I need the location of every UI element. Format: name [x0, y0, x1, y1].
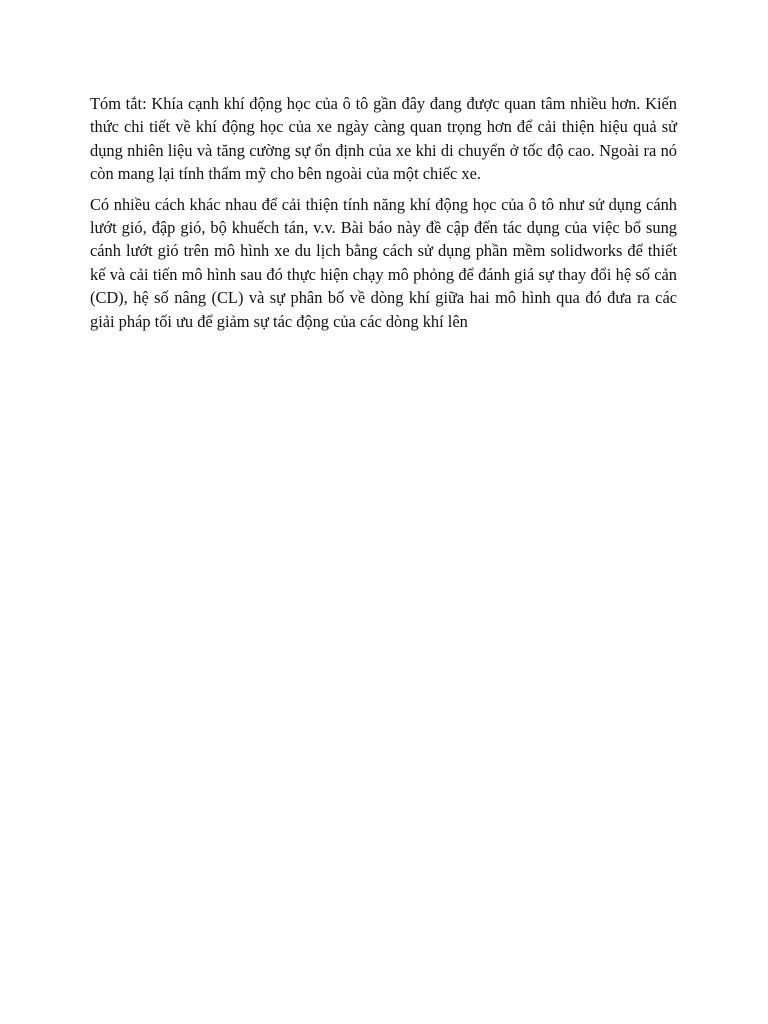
body-paragraph: Có nhiều cách khác nhau để cải thiện tính năng khí động học của ô tô như sử dụng cánh lướt gió, đập gió, bộ khuếch tán, v.v. Bài báo này đề cập đến tác dụng của việc bổ sung cánh lướt gió trên mô hình xe du lịch bằng cách sử dụng phần mềm solidworks để thiết kế và cải tiến mô hình sau đó thực hiện chạy mô phỏng để đánh giá sự thay đổi hệ số cản (CD), hệ số nâng (CL) và sự phân bố về dòng khí giữa hai mô hình qua đó đưa ra các giải pháp tối ưu để giảm sự tác động của các dòng khí lên [90, 194, 677, 331]
abstract-paragraph: Tóm tắt: Khía cạnh khí động học của ô tô gần đây đang được quan tâm nhiều hơn. Kiến thức chi tiết về khí động học của xe ngày càng quan trọng hơn để cải thiện hiệu quả sử dụng nhiên liệu và tăng cường sự ổn định của xe khi di chuyển ở tốc độ cao. Ngoài ra nó còn mang lại tính thẩm mỹ cho bên ngoài của một chiếc xe. [90, 94, 677, 184]
